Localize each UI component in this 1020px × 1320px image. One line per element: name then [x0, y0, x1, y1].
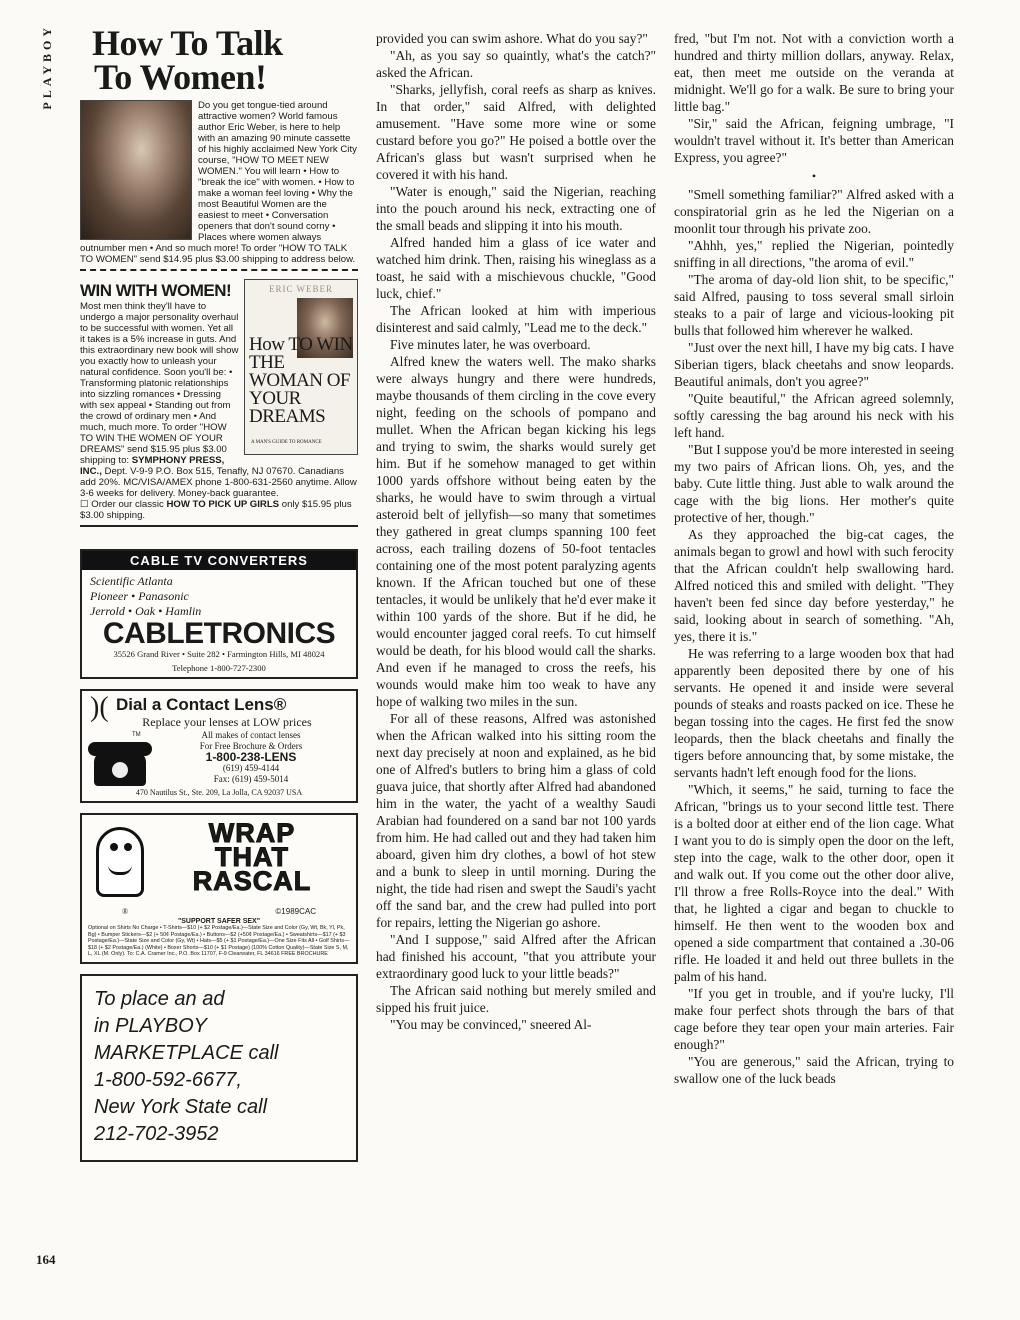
ad-wrap-that-rascal — [80, 813, 358, 964]
ad-cabletronics — [80, 549, 358, 679]
ad-headline: Dial a Contact Lens® — [116, 695, 287, 714]
page-number: 164 — [36, 1252, 56, 1267]
brand-line: Jerrold • Oak • Hamlin — [90, 604, 202, 618]
registered-mark: ® — [122, 907, 129, 916]
paragraph: For all of these reasons, Alfred was astonished when the African walked into his sitting room the next day precisely at noon and explained, as he bid one of Alfred's butlers to bring him a glass of cold guava juice, that shortly after Alfred had abandoned him in the water, the yacht of a wealthy Saudi Arabian had foundered on a sand bar not 100 yards from him. He had called out and they had taken him aboard, given him dry clothes, a bowl of hot stew and a bunk to sleep in until morning. During the night, the tide had risen and swept the Saudi's yacht off the sand bar, and the crew had pulled into port for repairs, letting the Nigerian go ashore. — [376, 711, 656, 930]
paragraph: "Smell something familiar?" Alfred asked with a conspiratorial grin as he led the Nigerian on a moonlit tour through his private zoo. — [674, 187, 954, 236]
book-cover — [244, 279, 358, 455]
ad-address: 470 Nautilus St., Ste. 209, La Jolla, CA 92037 USA — [135, 788, 303, 797]
company-address: Dept. V-9-9 P.O. Box 515, Tenafly, NJ 07670. Canadians add 20%. MC/VISA/AMEX phone 1-800-631-2560 anytime. Allow 3-6 weeks for delivery. Money-back guarantee. — [80, 466, 357, 499]
phone-number: 1-800-238-LENS — [205, 750, 297, 764]
classic-price: only $15.95 plus $3.00 shipping. — [80, 499, 352, 521]
paragraph: He was referring to a large wooden box that had apparently been deposited there by one of his servants. He opened it and inside were several pounds of steaks and roasts packed on ice. These he began tossing into the cages. He first fed the snow leopards, then the black cheetahs and finally the tigers before announcing that, by some mistake, the servants hadn't left enough food for the lions. — [674, 646, 954, 780]
paragraph: Alfred knew the waters well. The mako sharks were always hungry and there were hundreds, maybe thousands of them circling in the cove every night, feeding on the schools of pompano and mullet. When the African began kicking his legs and trying to swim, the sharks would surely get him. But if he somehow managed to get within 1000 yards offshore without being eaten by the sharks, he would have to swim through a virtual asteroid belt of jellyfish—so many that sometimes they gathered in great clumps spanning 100 feet across, each trailing dozens of 50-foot tentacles containing one of the most potent paralyzing agents known. If the African touched but one of these tentacles, it would be unlikely that he'd ever make it within 100 yards of the shore. But if he did, he would encounter jagged coral reefs. To cut himself would be death, for his blood would call the sharks. And even if he managed to cross the reefs, his wounds would make him too weak to have any hope of walking two miles in the sun. — [376, 354, 656, 709]
ad-headline: How To Talk To Women! — [92, 23, 283, 97]
paragraph: "Ahhh, yes," replied the Nigerian, pointedly sniffing in all directions, "the aroma of evil." — [674, 238, 954, 270]
book-subtitle: A MAN'S GUIDE TO ROMANCE — [251, 440, 322, 445]
classic-title: HOW TO PICK UP GIRLS — [166, 499, 280, 510]
phone-number-secondary: (619) 459-4144 — [222, 763, 280, 773]
condom-mascot-icon — [88, 821, 154, 907]
running-head: PLAYBOY — [40, 24, 54, 110]
brand-line: Pioneer • Panasonic — [90, 589, 189, 603]
ad-slogan: "SUPPORT SAFER SEX" — [177, 918, 261, 925]
paragraph: The African looked at him with imperious disinterest and said calmly, "Lead me to the deck." — [376, 303, 656, 335]
ad-banner: CABLE TV CONVERTERS — [82, 551, 356, 570]
ad-how-to-talk-to-women — [80, 23, 358, 271]
classic-offer: ☐ Order our classic — [80, 499, 167, 510]
brand-line: Scientific Atlanta — [90, 574, 173, 588]
fax-number: Fax: (619) 459-5014 — [213, 774, 289, 784]
ad-headline: WIN WITH WOMEN! — [80, 281, 232, 300]
paragraph: Alfred handed him a glass of ice water and watched him drink. Then, raising his wineglass as a toast, he said with a mischievous chuckle, "Good luck, chief." — [376, 235, 656, 301]
cabletronics-logo: CABLETRONICS — [102, 617, 336, 650]
info-line: For Free Brochure & Orders — [199, 741, 303, 751]
lens-logo-icon: )( — [90, 692, 109, 723]
copyright-mark: ©1989CAC — [275, 907, 316, 916]
paragraph: As they approached the big-cat cages, the animals began to growl and howl with such ferocity that the African couldn't help swallowing hard. Alfred noticed this and smiled with delight. "They haven't been fed since day before yesterday," he said, looking about in search of something. "Ah, yes, there it is." — [674, 527, 954, 644]
ad-body: Most men think they'll have to undergo a major personality overhaul to be successful with women. Yet all it takes is a 5% increase in guts. And this extraordinary new book will show you exactly how to unleash your natural confidence. Soon you'll be: • Transforming platonic relationships into sizzling romances • Dressing with sex appeal • Standing out from the crowd of ordinary men • And much, much more. To order "HOW TO WIN THE WOMEN OF YOUR DREAMS" send $15.95 plus $3.00 shipping to: — [80, 301, 239, 466]
ad-body: Do you get tongue-tied around attractive women? World famous author Eric Weber, is here to help with an amazing 90 minute cassette of his highly acclaimed New York City course, "HOW TO MEET NEW WOMEN." You will learn • How to "break the ice" with women. • How to make a woman feel loving • Why the most Beautiful Women are the easiest to meet • Conversation openers that don't sound corny • Places where women always outnumber men • And so much more! To order "HOW TO TALK TO WOMEN" send $14.95 plus $3.00 shipping to address below. — [80, 100, 357, 265]
paragraph: "Ah, as you say so quaintly, what's the catch?" asked the African. — [376, 48, 656, 80]
paragraph: "If you get in trouble, and if you're lucky, I'll make four perfect shots through the bars of that cage before they tear open your main arteries. Fair enough?" — [674, 986, 954, 1052]
ad-win-with-women — [80, 281, 358, 527]
wrap-that-rascal-logo: WRAP THAT RASCAL — [192, 818, 312, 896]
paragraph: "Water is enough," said the Nigerian, reaching into the pouch around his neck, extracting one of the small beads and slipping it into his mouth. — [376, 184, 656, 233]
section-separator: • — [811, 169, 817, 183]
paragraph: "You may be convinced," sneered Al- — [390, 1017, 592, 1032]
ad-tagline: Replace your lenses at LOW prices — [142, 715, 312, 729]
paragraph: fred, "but I'm not. Not with a conviction worth a hundred and thirty million dollars, anyway. Relax, eat, then meet me outside on the veranda at midnight. We'll go for a walk. Be sure to bring your little bag." — [674, 31, 954, 114]
paragraph: "Sharks, jellyfish, coral reefs as sharp as knives. In that order," said Alfred, with delighted amusement. "Have some more wine or some custard before you go?" He poised a bottle over the African's glass but wasn't surprised when he covered it with his hand. — [376, 82, 656, 182]
book-title: How TO WIN THE WOMAN OF YOUR DREAMS — [249, 334, 353, 427]
paragraph: "Sir," said the African, feigning umbrage, "I wouldn't travel without it. It's better than American Express, you agree?" — [674, 116, 954, 165]
ad-fine-print: Optional on Shirts No Charge • T-Shirts—$10 (+ $2 Postage/Ea.)—State Size and Color (Gy, Wt, Bk, Yl, Pk, Bg) • Bumper Stickers—$2 (+ 50¢ Postage/Ea.) • Buttons—$2 (+50¢ Postage/Ea.) • Sweatshirts—$17 (+ $3 Postage/Ea.)—State Size and Color (Gy, Wt) • Hats—$5 (+ $1 Postage/Ea.)—One Size Fits All • Golf Shirts—$18 (+ $2 Postage/Ea.) (White) • Boxer Shorts—$10 (+ $1 Postage) (100% Cotton Quality)—State Size S, M, L, XL (M. Only). To: C.A. Cramer Inc., P.O. Box 11707, F-9 Clearwater, FL 34616 FREE BROCHURE — [88, 925, 350, 958]
article-column-2 — [376, 30, 656, 1033]
ad-marketplace-info: To place an ad in PLAYBOY MARKETPLACE call 1-800-592-6677, New York State call 212-702-3952 — [80, 974, 358, 1162]
paragraph: "Just over the next hill, I have my big cats. I have Siberian tigers, black cheetahs and snow leopards. Beautiful animals, don't you agree?" — [674, 340, 954, 389]
company-name: SYMPHONY PRESS, INC., — [80, 455, 225, 477]
article-column-3 — [674, 30, 954, 1087]
book-author: ERIC WEBER — [268, 284, 334, 294]
marketplace-ads-column — [80, 23, 358, 1172]
paragraph: "You are generous," said the African, trying to swallow one of the luck beads — [674, 1054, 954, 1086]
paragraph: "Which, it seems," he said, turning to face the African, "brings us to your second little test. There is a bolted door at either end of the lion cage. What I want you to do is simply open the door on the left, step into the cage, walk to the other door, open it and walk out. If you come out the other door alive, I'll throw a free Rolls-Royce into the deal." With that, he lighted a cigar and began to chuckle to himself. He then went to the wooden box and opened a side compartment that contained a .30-06 rifle. He loaded it and held out three bullets in the palm of his hand. — [674, 782, 954, 984]
ad-dial-a-contact-lens — [80, 689, 358, 803]
paragraph: "But I suppose you'd be more interested in seeing my two pairs of African lions. Oh, yes, and the baby. Cute little thing. Just able to walk around the cage with the big lions. Her mother's quite protective of her, though." — [674, 442, 954, 525]
ad-address: 35526 Grand River • Suite 282 • Farmington Hills, MI 48024 — [113, 649, 325, 659]
ad-phone: Telephone 1-800-727-2300 — [172, 663, 266, 673]
paragraph: provided you can swim ashore. What do you say?" — [376, 31, 648, 46]
paragraph: "Quite beautiful," the African agreed solemnly, softly caressing the bag around his neck with his left hand. — [674, 391, 954, 440]
woman-photo — [80, 100, 192, 240]
paragraph: "The aroma of day-old lion shit, to be specific," said Alfred, pausing to toss several small sirloin steaks to a pair of large and vicious-looking pit bulls that followed him wherever he walked. — [674, 272, 954, 338]
paragraph: Five minutes later, he was overboard. — [390, 337, 591, 352]
paragraph: The African said nothing but merely smiled and sipped his fruit juice. — [376, 983, 656, 1015]
paragraph: "And I suppose," said Alfred after the African had finished his account, "that you attribute your extraordinary good luck to your little beads?" — [376, 932, 656, 981]
info-line: All makes of contact lenses — [201, 730, 301, 740]
telephone-icon: TM — [88, 738, 152, 788]
